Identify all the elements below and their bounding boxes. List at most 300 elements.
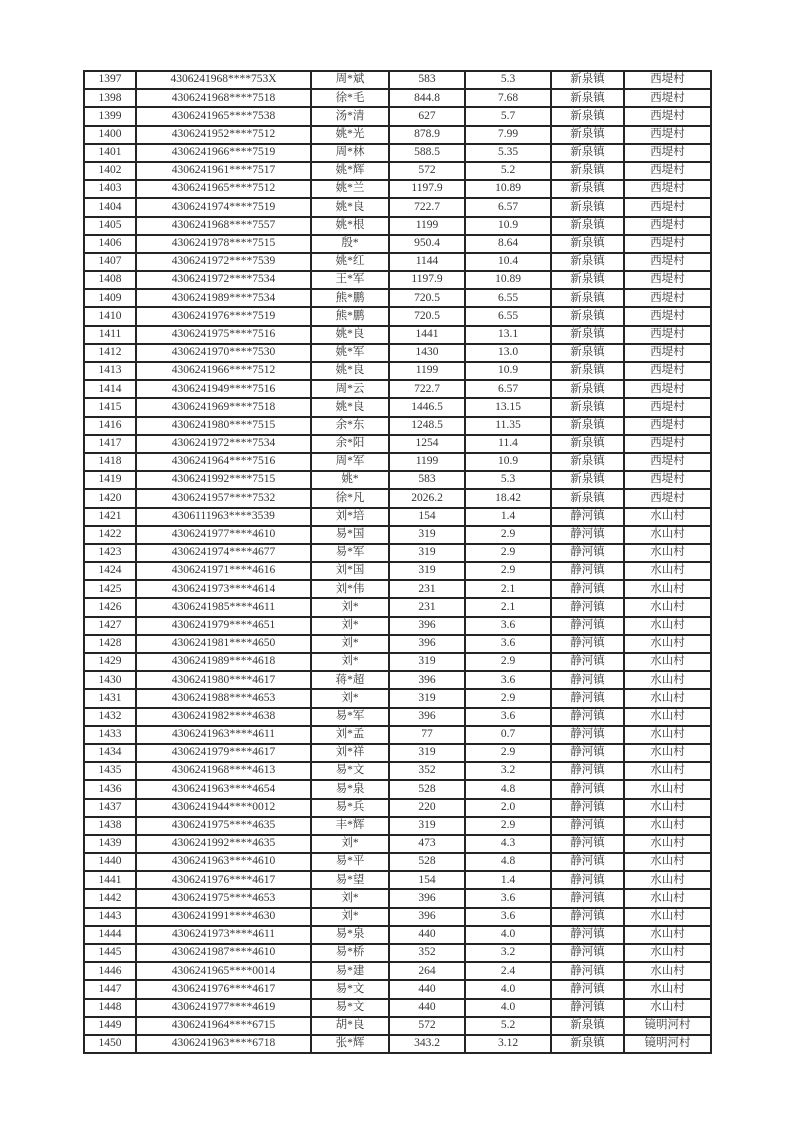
cell-row-number: 1412 — [84, 344, 136, 362]
cell-village: 西堤村 — [624, 417, 711, 435]
table-row — [84, 671, 711, 689]
cell-rate: 5.3 — [465, 471, 551, 489]
table-row — [84, 562, 711, 580]
cell-amount: 440 — [389, 926, 465, 944]
cell-village: 水山村 — [624, 744, 711, 762]
cell-rate: 11.4 — [465, 435, 551, 453]
cell-amount: 950.4 — [389, 235, 465, 253]
cell-name: 易*泉 — [311, 926, 389, 944]
cell-village: 西堤村 — [624, 235, 711, 253]
cell-village: 西堤村 — [624, 180, 711, 198]
table-row — [84, 944, 711, 962]
cell-village: 镜明河村 — [624, 1035, 711, 1053]
cell-village: 西堤村 — [624, 380, 711, 398]
cell-town: 静河镇 — [551, 944, 624, 962]
cell-rate: 4.3 — [465, 835, 551, 853]
cell-town: 静河镇 — [551, 889, 624, 907]
cell-name: 余*东 — [311, 417, 389, 435]
cell-name: 刘* — [311, 835, 389, 853]
cell-row-number: 1403 — [84, 180, 136, 198]
cell-rate: 5.7 — [465, 107, 551, 125]
table-row — [84, 307, 711, 325]
cell-name: 刘* — [311, 635, 389, 653]
cell-name: 姚*良 — [311, 326, 389, 344]
cell-name: 周*林 — [311, 144, 389, 162]
cell-row-number: 1407 — [84, 253, 136, 271]
cell-row-number: 1437 — [84, 799, 136, 817]
cell-id-number: 4306241965****7538 — [136, 107, 311, 125]
cell-village: 西堤村 — [624, 71, 711, 89]
cell-id-number: 4306241963****6718 — [136, 1035, 311, 1053]
cell-town: 静河镇 — [551, 544, 624, 562]
cell-name: 易*兵 — [311, 799, 389, 817]
cell-amount: 1446.5 — [389, 398, 465, 416]
table-row — [84, 926, 711, 944]
cell-amount: 319 — [389, 744, 465, 762]
cell-rate: 11.35 — [465, 417, 551, 435]
cell-town: 新泉镇 — [551, 307, 624, 325]
table-row — [84, 799, 711, 817]
cell-rate: 2.9 — [465, 653, 551, 671]
cell-town: 新泉镇 — [551, 380, 624, 398]
cell-town: 新泉镇 — [551, 162, 624, 180]
table-row — [84, 107, 711, 125]
cell-rate: 2.4 — [465, 962, 551, 980]
cell-row-number: 1411 — [84, 326, 136, 344]
cell-village: 水山村 — [624, 889, 711, 907]
cell-village: 水山村 — [624, 908, 711, 926]
cell-village: 西堤村 — [624, 89, 711, 107]
cell-town: 静河镇 — [551, 598, 624, 616]
cell-id-number: 4306241957****7532 — [136, 489, 311, 507]
cell-id-number: 4306241989****7534 — [136, 289, 311, 307]
cell-name: 姚*辉 — [311, 162, 389, 180]
cell-amount: 572 — [389, 162, 465, 180]
cell-rate: 4.0 — [465, 999, 551, 1017]
table-row — [84, 471, 711, 489]
cell-name: 徐*毛 — [311, 89, 389, 107]
cell-village: 镜明河村 — [624, 1017, 711, 1035]
cell-row-number: 1428 — [84, 635, 136, 653]
cell-village: 水山村 — [624, 617, 711, 635]
cell-name: 蒋*超 — [311, 671, 389, 689]
table-row — [84, 980, 711, 998]
cell-town: 静河镇 — [551, 908, 624, 926]
cell-row-number: 1415 — [84, 398, 136, 416]
cell-amount: 319 — [389, 653, 465, 671]
cell-amount: 396 — [389, 889, 465, 907]
cell-row-number: 1425 — [84, 580, 136, 598]
cell-town: 静河镇 — [551, 635, 624, 653]
cell-row-number: 1402 — [84, 162, 136, 180]
cell-village: 水山村 — [624, 926, 711, 944]
cell-town: 静河镇 — [551, 980, 624, 998]
cell-amount: 473 — [389, 835, 465, 853]
table-row — [84, 853, 711, 871]
cell-town: 新泉镇 — [551, 1017, 624, 1035]
cell-town: 静河镇 — [551, 799, 624, 817]
cell-village: 水山村 — [624, 562, 711, 580]
table-row — [84, 762, 711, 780]
cell-village: 西堤村 — [624, 471, 711, 489]
cell-amount: 343.2 — [389, 1035, 465, 1053]
cell-id-number: 4306241949****7516 — [136, 380, 311, 398]
cell-row-number: 1442 — [84, 889, 136, 907]
cell-name: 刘* — [311, 598, 389, 616]
cell-row-number: 1406 — [84, 235, 136, 253]
cell-amount: 396 — [389, 671, 465, 689]
cell-name: 汤*清 — [311, 107, 389, 125]
cell-amount: 77 — [389, 726, 465, 744]
cell-id-number: 4306241979****4651 — [136, 617, 311, 635]
cell-amount: 528 — [389, 853, 465, 871]
cell-amount: 352 — [389, 762, 465, 780]
cell-row-number: 1421 — [84, 508, 136, 526]
cell-rate: 3.2 — [465, 762, 551, 780]
cell-village: 水山村 — [624, 726, 711, 744]
cell-village: 西堤村 — [624, 398, 711, 416]
cell-name: 张*辉 — [311, 1035, 389, 1053]
cell-amount: 220 — [389, 799, 465, 817]
cell-rate: 10.89 — [465, 271, 551, 289]
cell-row-number: 1404 — [84, 198, 136, 216]
cell-name: 易*军 — [311, 708, 389, 726]
cell-name: 易*平 — [311, 853, 389, 871]
cell-village: 西堤村 — [624, 453, 711, 471]
cell-id-number: 4306241975****4635 — [136, 817, 311, 835]
cell-name: 刘* — [311, 653, 389, 671]
cell-amount: 1199 — [389, 217, 465, 235]
cell-village: 水山村 — [624, 671, 711, 689]
cell-town: 静河镇 — [551, 962, 624, 980]
cell-town: 新泉镇 — [551, 398, 624, 416]
cell-amount: 1441 — [389, 326, 465, 344]
cell-row-number: 1431 — [84, 689, 136, 707]
cell-amount: 154 — [389, 871, 465, 889]
cell-id-number: 4306111963****3539 — [136, 508, 311, 526]
cell-town: 新泉镇 — [551, 362, 624, 380]
cell-amount: 319 — [389, 544, 465, 562]
cell-amount: 878.9 — [389, 126, 465, 144]
cell-amount: 440 — [389, 999, 465, 1017]
cell-village: 西堤村 — [624, 162, 711, 180]
cell-row-number: 1419 — [84, 471, 136, 489]
cell-village: 水山村 — [624, 598, 711, 616]
cell-town: 新泉镇 — [551, 71, 624, 89]
table-row — [84, 344, 711, 362]
cell-row-number: 1409 — [84, 289, 136, 307]
cell-row-number: 1440 — [84, 853, 136, 871]
table-body — [84, 71, 711, 1053]
cell-rate: 3.2 — [465, 944, 551, 962]
cell-village: 水山村 — [624, 999, 711, 1017]
cell-rate: 10.9 — [465, 362, 551, 380]
cell-rate: 5.3 — [465, 71, 551, 89]
cell-id-number: 4306241980****7515 — [136, 417, 311, 435]
cell-id-number: 4306241992****4635 — [136, 835, 311, 853]
cell-row-number: 1445 — [84, 944, 136, 962]
cell-village: 西堤村 — [624, 326, 711, 344]
cell-amount: 720.5 — [389, 307, 465, 325]
cell-rate: 10.9 — [465, 217, 551, 235]
cell-name: 易*建 — [311, 962, 389, 980]
cell-name: 周*军 — [311, 453, 389, 471]
table-row — [84, 417, 711, 435]
cell-rate: 2.9 — [465, 817, 551, 835]
cell-amount: 1199 — [389, 362, 465, 380]
cell-row-number: 1430 — [84, 671, 136, 689]
cell-id-number: 4306241989****4618 — [136, 653, 311, 671]
cell-town: 静河镇 — [551, 744, 624, 762]
cell-rate: 8.64 — [465, 235, 551, 253]
cell-rate: 3.6 — [465, 708, 551, 726]
cell-rate: 0.7 — [465, 726, 551, 744]
cell-row-number: 1436 — [84, 780, 136, 798]
cell-village: 西堤村 — [624, 253, 711, 271]
cell-id-number: 4306241977****4610 — [136, 526, 311, 544]
table-row — [84, 653, 711, 671]
cell-name: 易*文 — [311, 762, 389, 780]
cell-village: 水山村 — [624, 689, 711, 707]
cell-row-number: 1448 — [84, 999, 136, 1017]
cell-rate: 3.6 — [465, 635, 551, 653]
cell-town: 静河镇 — [551, 871, 624, 889]
cell-id-number: 4306241963****4610 — [136, 853, 311, 871]
cell-rate: 4.8 — [465, 780, 551, 798]
table-row — [84, 999, 711, 1017]
cell-village: 西堤村 — [624, 107, 711, 125]
cell-town: 静河镇 — [551, 526, 624, 544]
cell-rate: 2.9 — [465, 744, 551, 762]
cell-rate: 4.0 — [465, 980, 551, 998]
cell-rate: 7.99 — [465, 126, 551, 144]
cell-name: 刘* — [311, 617, 389, 635]
cell-rate: 7.68 — [465, 89, 551, 107]
cell-town: 新泉镇 — [551, 489, 624, 507]
cell-name: 刘* — [311, 908, 389, 926]
cell-row-number: 1400 — [84, 126, 136, 144]
cell-rate: 13.15 — [465, 398, 551, 416]
cell-row-number: 1427 — [84, 617, 136, 635]
cell-row-number: 1441 — [84, 871, 136, 889]
cell-name: 刘*祥 — [311, 744, 389, 762]
cell-name: 易*桥 — [311, 944, 389, 962]
cell-town: 静河镇 — [551, 671, 624, 689]
cell-amount: 844.8 — [389, 89, 465, 107]
cell-name: 殷* — [311, 235, 389, 253]
cell-name: 徐*凡 — [311, 489, 389, 507]
cell-town: 新泉镇 — [551, 453, 624, 471]
cell-id-number: 4306241969****7518 — [136, 398, 311, 416]
cell-rate: 1.4 — [465, 871, 551, 889]
table-row — [84, 635, 711, 653]
cell-town: 新泉镇 — [551, 253, 624, 271]
cell-name: 王*军 — [311, 271, 389, 289]
cell-row-number: 1446 — [84, 962, 136, 980]
cell-id-number: 4306241970****7530 — [136, 344, 311, 362]
cell-rate: 2.1 — [465, 598, 551, 616]
table-row — [84, 217, 711, 235]
table-row — [84, 1017, 711, 1035]
cell-id-number: 4306241968****4613 — [136, 762, 311, 780]
cell-rate: 2.9 — [465, 562, 551, 580]
cell-amount: 154 — [389, 508, 465, 526]
table-row — [84, 398, 711, 416]
table-row — [84, 617, 711, 635]
cell-village: 西堤村 — [624, 217, 711, 235]
cell-id-number: 4306241964****7516 — [136, 453, 311, 471]
cell-amount: 396 — [389, 708, 465, 726]
cell-rate: 18.42 — [465, 489, 551, 507]
cell-rate: 13.0 — [465, 344, 551, 362]
cell-town: 新泉镇 — [551, 271, 624, 289]
cell-id-number: 4306241975****7516 — [136, 326, 311, 344]
cell-village: 水山村 — [624, 799, 711, 817]
cell-id-number: 4306241974****4677 — [136, 544, 311, 562]
table-row — [84, 544, 711, 562]
table-row — [84, 744, 711, 762]
table-row — [84, 289, 711, 307]
table-row — [84, 453, 711, 471]
cell-name: 姚*兰 — [311, 180, 389, 198]
cell-rate: 3.12 — [465, 1035, 551, 1053]
cell-row-number: 1416 — [84, 417, 136, 435]
cell-amount: 627 — [389, 107, 465, 125]
cell-town: 静河镇 — [551, 853, 624, 871]
cell-village: 水山村 — [624, 544, 711, 562]
cell-id-number: 4306241963****4654 — [136, 780, 311, 798]
table-row — [84, 271, 711, 289]
cell-town: 静河镇 — [551, 708, 624, 726]
cell-amount: 319 — [389, 817, 465, 835]
cell-row-number: 1397 — [84, 71, 136, 89]
cell-id-number: 4306241975****4653 — [136, 889, 311, 907]
cell-town: 静河镇 — [551, 999, 624, 1017]
cell-village: 西堤村 — [624, 362, 711, 380]
cell-name: 易*泉 — [311, 780, 389, 798]
cell-name: 姚*红 — [311, 253, 389, 271]
cell-id-number: 4306241973****4614 — [136, 580, 311, 598]
cell-amount: 1199 — [389, 453, 465, 471]
cell-rate: 6.57 — [465, 380, 551, 398]
cell-id-number: 4306241971****4616 — [136, 562, 311, 580]
cell-village: 水山村 — [624, 508, 711, 526]
cell-town: 新泉镇 — [551, 471, 624, 489]
cell-row-number: 1438 — [84, 817, 136, 835]
cell-id-number: 4306241982****4638 — [136, 708, 311, 726]
cell-town: 静河镇 — [551, 817, 624, 835]
subsidy-table — [83, 70, 712, 1054]
cell-row-number: 1413 — [84, 362, 136, 380]
cell-rate: 6.57 — [465, 198, 551, 216]
cell-id-number: 4306241978****7515 — [136, 235, 311, 253]
cell-id-number: 4306241968****7518 — [136, 89, 311, 107]
cell-id-number: 4306241972****7534 — [136, 271, 311, 289]
cell-village: 水山村 — [624, 853, 711, 871]
cell-id-number: 4306241965****0014 — [136, 962, 311, 980]
cell-town: 静河镇 — [551, 926, 624, 944]
cell-amount: 588.5 — [389, 144, 465, 162]
cell-amount: 720.5 — [389, 289, 465, 307]
cell-village: 水山村 — [624, 835, 711, 853]
cell-name: 易*文 — [311, 980, 389, 998]
cell-town: 新泉镇 — [551, 126, 624, 144]
cell-id-number: 4306241985****4611 — [136, 598, 311, 616]
cell-town: 新泉镇 — [551, 289, 624, 307]
cell-rate: 2.0 — [465, 799, 551, 817]
cell-id-number: 4306241992****7515 — [136, 471, 311, 489]
cell-rate: 6.55 — [465, 307, 551, 325]
cell-village: 水山村 — [624, 817, 711, 835]
cell-amount: 722.7 — [389, 380, 465, 398]
cell-row-number: 1433 — [84, 726, 136, 744]
cell-id-number: 4306241976****7519 — [136, 307, 311, 325]
cell-id-number: 4306241976****4617 — [136, 871, 311, 889]
cell-town: 新泉镇 — [551, 217, 624, 235]
cell-rate: 4.8 — [465, 853, 551, 871]
cell-name: 姚*军 — [311, 344, 389, 362]
table-row — [84, 180, 711, 198]
table-row — [84, 253, 711, 271]
table-row — [84, 508, 711, 526]
cell-row-number: 1444 — [84, 926, 136, 944]
cell-id-number: 4306241973****4611 — [136, 926, 311, 944]
cell-name: 姚*良 — [311, 198, 389, 216]
cell-town: 新泉镇 — [551, 89, 624, 107]
cell-amount: 583 — [389, 471, 465, 489]
cell-name: 周*斌 — [311, 71, 389, 89]
cell-town: 静河镇 — [551, 726, 624, 744]
table-row — [84, 126, 711, 144]
cell-rate: 10.9 — [465, 453, 551, 471]
cell-amount: 396 — [389, 635, 465, 653]
cell-id-number: 4306241964****6715 — [136, 1017, 311, 1035]
cell-id-number: 4306241952****7512 — [136, 126, 311, 144]
table-row — [84, 689, 711, 707]
cell-name: 熊*鹏 — [311, 289, 389, 307]
table-row — [84, 962, 711, 980]
cell-amount: 319 — [389, 562, 465, 580]
table-row — [84, 71, 711, 89]
cell-name: 姚*良 — [311, 362, 389, 380]
cell-row-number: 1449 — [84, 1017, 136, 1035]
cell-name: 刘*伟 — [311, 580, 389, 598]
cell-name: 刘*国 — [311, 562, 389, 580]
cell-name: 熊*鹏 — [311, 307, 389, 325]
cell-row-number: 1422 — [84, 526, 136, 544]
table-row — [84, 726, 711, 744]
cell-amount: 2026.2 — [389, 489, 465, 507]
table-row — [84, 817, 711, 835]
cell-rate: 3.6 — [465, 617, 551, 635]
cell-village: 水山村 — [624, 708, 711, 726]
cell-id-number: 4306241974****7519 — [136, 198, 311, 216]
cell-id-number: 4306241966****7512 — [136, 362, 311, 380]
cell-id-number: 4306241991****4630 — [136, 908, 311, 926]
cell-village: 西堤村 — [624, 344, 711, 362]
cell-town: 新泉镇 — [551, 198, 624, 216]
cell-name: 易*文 — [311, 999, 389, 1017]
cell-amount: 231 — [389, 598, 465, 616]
cell-id-number: 4306241987****4610 — [136, 944, 311, 962]
table-row — [84, 871, 711, 889]
cell-name: 姚*光 — [311, 126, 389, 144]
table-row — [84, 580, 711, 598]
cell-village: 水山村 — [624, 635, 711, 653]
cell-id-number: 4306241976****4617 — [136, 980, 311, 998]
cell-row-number: 1423 — [84, 544, 136, 562]
cell-village: 水山村 — [624, 780, 711, 798]
